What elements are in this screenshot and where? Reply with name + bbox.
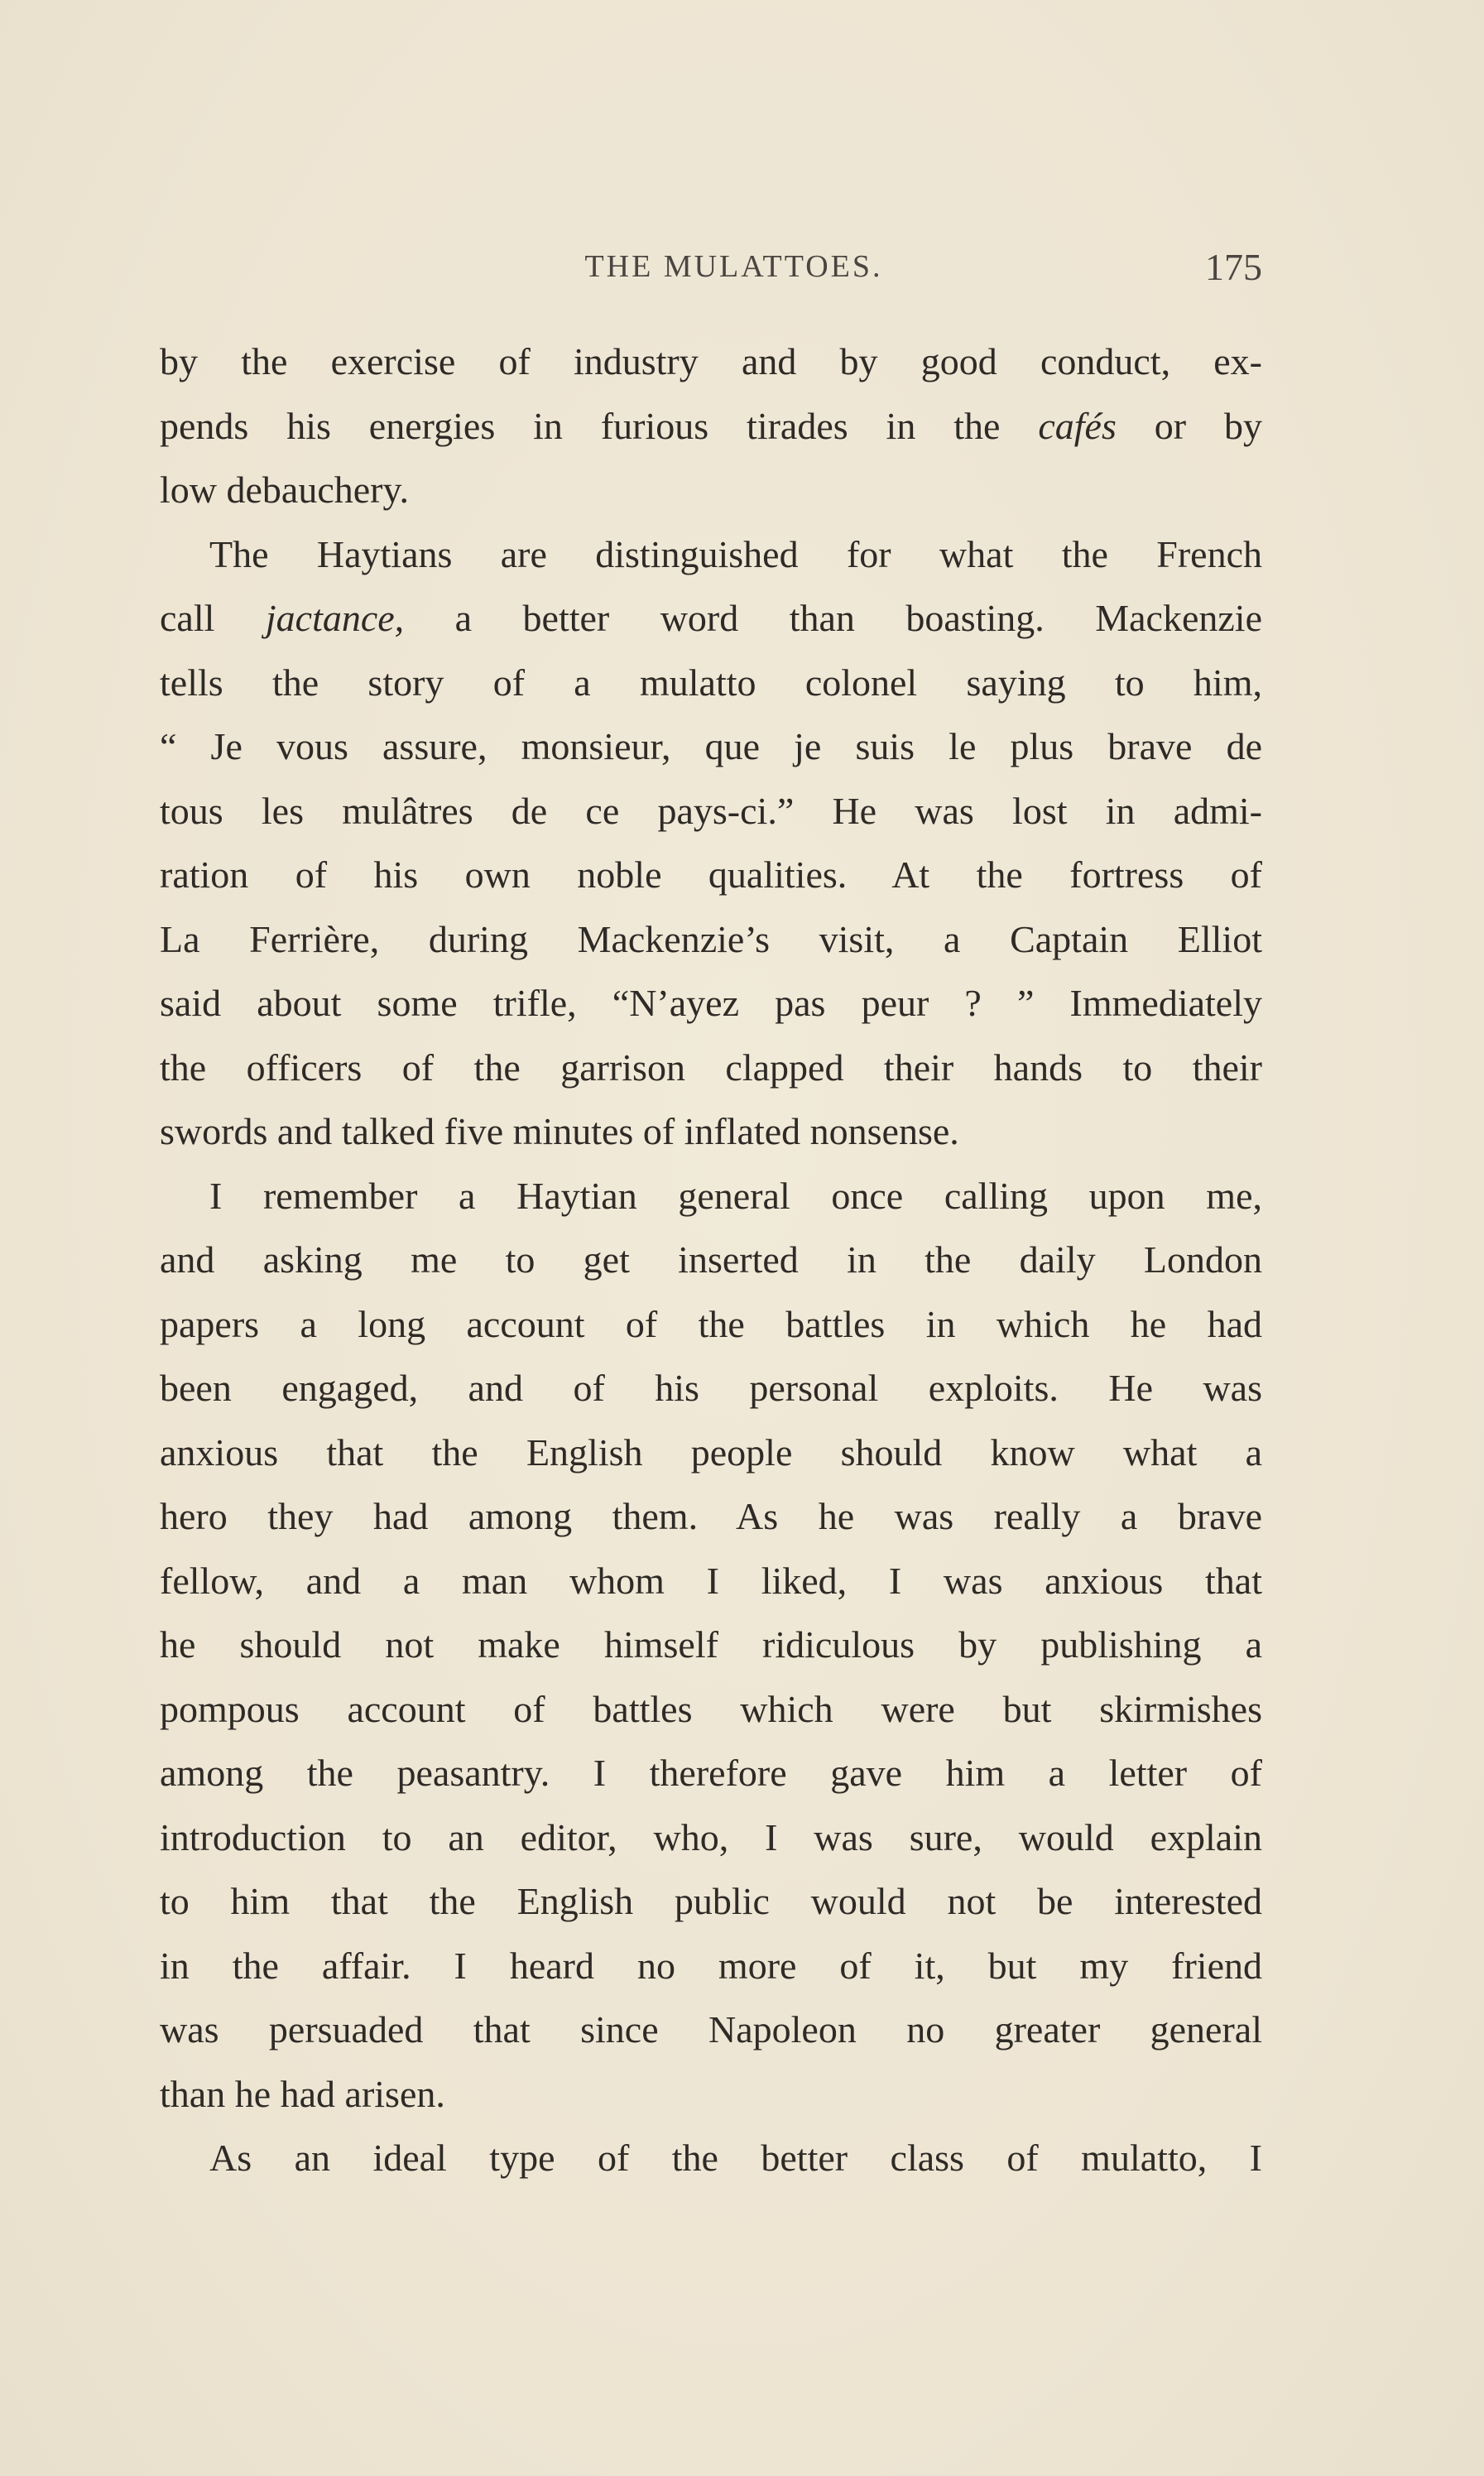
text-line: pends his energies in furious tirades in the cafés or by — [160, 404, 1262, 447]
text-line: he should not make himself ridiculous by publishing a — [160, 1623, 1262, 1666]
italic-word: jactance, — [265, 597, 405, 639]
text-line: to him that the English public would not be interested — [160, 1880, 1262, 1922]
paragraph — [160, 1164, 1262, 2127]
text-line: introduction to an editor, who, I was sure, would explain — [160, 1815, 1262, 1858]
text-line: tous les mulâtres de ce pays-ci.” He was lost in admi- — [160, 789, 1262, 832]
text-line: hero they had among them. As he was really a brave — [160, 1495, 1262, 1537]
text-line: fellow, and a man whom I liked, I was anxious that — [160, 1559, 1262, 1602]
text-line: by the exercise of industry and by good conduct, ex- — [160, 340, 1262, 382]
paragraph — [160, 522, 1262, 1164]
text-line: among the peasantry. I therefore gave him a letter of — [160, 1752, 1262, 1794]
italic-word: cafés — [1038, 404, 1117, 447]
running-title: THE MULATTOES. — [584, 249, 883, 284]
text-line: ration of his own noble qualities. At the fortress of — [160, 853, 1262, 896]
text-line: La Ferrière, during Mackenzie’s visit, a Captain Elliot — [160, 917, 1262, 960]
text-line: said about some trifle, “N’ayez pas peur ? ” Immediately — [160, 982, 1262, 1024]
text-line: anxious that the English people should know what a — [160, 1430, 1262, 1474]
text-line: been engaged, and of his personal exploits. He was — [160, 1367, 1262, 1409]
text-line: call jactance, a better word than boasting. Mackenzie — [160, 597, 1262, 639]
text-line: “ Je vous assure, monsieur, que je suis le plus brave de — [160, 725, 1262, 767]
text-line: papers a long account of the battles in which he had — [160, 1302, 1262, 1345]
text-line: tells the story of a mulatto colonel saying to him, — [160, 661, 1262, 704]
text-line: swords and talked five minutes of inflated nonsense. — [160, 1110, 959, 1152]
text-line: As an ideal type of the better class of mulatto, I — [209, 2137, 1262, 2179]
text-line: I remember a Haytian general once calling upon me, — [209, 1174, 1262, 1217]
text-line: than he had arisen. — [160, 2072, 445, 2115]
text-line: was persuaded that since Napoleon no greater general — [160, 2008, 1262, 2051]
body-text — [160, 329, 1262, 2190]
paragraph — [160, 329, 1262, 522]
text-line: low debauchery. — [160, 469, 409, 511]
paragraph — [160, 2126, 1262, 2190]
text-line: the officers of the garrison clapped their hands to their — [160, 1046, 1262, 1089]
text-line: and asking me to get inserted in the daily London — [160, 1238, 1262, 1281]
running-head — [205, 248, 1262, 298]
text-line: in the affair. I heard no more of it, but my friend — [160, 1944, 1262, 1987]
text-line: The Haytians are distinguished for what the French — [209, 532, 1262, 575]
text-line: pompous account of battles which were but skirmishes — [160, 1687, 1262, 1730]
page-number: 175 — [1205, 246, 1262, 288]
